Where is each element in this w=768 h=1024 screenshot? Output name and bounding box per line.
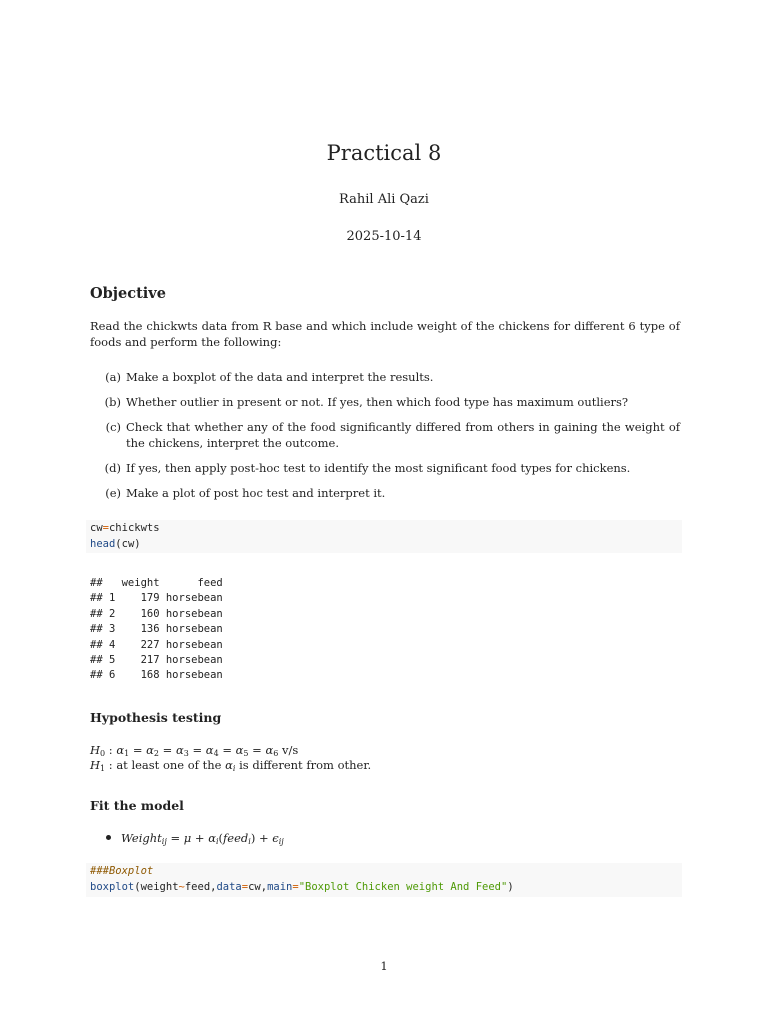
code-var: cw bbox=[90, 522, 103, 534]
code-value: chickwts bbox=[108, 522, 160, 534]
output-row: ## 6 168 horsebean bbox=[90, 669, 223, 682]
code-operator: = bbox=[292, 880, 299, 893]
list-item-text: Make a boxplot of the data and interpret the results. bbox=[126, 370, 434, 384]
code-operator: ~ bbox=[178, 880, 185, 893]
list-item bbox=[90, 460, 680, 476]
list-item-text: Check that whether any of the food significantly differed from others in gaining the weight of the chickens, interpret the outcome. bbox=[126, 420, 680, 450]
hypothesis-heading: Hypothesis testing bbox=[90, 710, 222, 725]
alternative-hypothesis: $H_1$ : at least one of the $\alpha_i$ is different from other. bbox=[90, 758, 372, 773]
objective-intro: Read the chickwts data from R base and which include weight of the chickens for different 6 type of foods and perform the following: bbox=[90, 319, 680, 349]
list-item-text: Make a plot of post hoc test and interpret it. bbox=[126, 486, 386, 500]
output-header: ## weight feed bbox=[90, 577, 223, 589]
code-args: cw, bbox=[248, 880, 268, 893]
code-args: (cw) bbox=[115, 537, 141, 550]
list-item bbox=[90, 394, 680, 410]
null-hypothesis: $H_0$ : $\alpha_1 = \alpha_2 = \alpha_3 = \alpha_4 = \alpha_5 = \alpha_6$ v/s bbox=[90, 743, 299, 758]
code-function: head bbox=[90, 537, 116, 550]
code-args: feed, bbox=[184, 880, 217, 893]
h0-vs: v/s bbox=[281, 743, 299, 757]
code-comment: ###Boxplot bbox=[90, 865, 154, 877]
code-block-head bbox=[86, 520, 682, 553]
objective-list bbox=[90, 369, 680, 510]
list-item bbox=[90, 369, 680, 385]
author: Rahil Ali Qazi bbox=[339, 192, 429, 207]
code-operator: = bbox=[241, 880, 249, 893]
fit-model-heading: Fit the model bbox=[90, 798, 184, 813]
output-row: ## 4 227 horsebean bbox=[90, 638, 223, 651]
code-operator: = bbox=[102, 522, 109, 534]
code-args: (weight bbox=[134, 880, 179, 893]
page-title: Practical 8 bbox=[326, 141, 442, 165]
list-item-label: (a) bbox=[105, 370, 121, 384]
output-row: ## 5 217 horsebean bbox=[90, 654, 223, 667]
page-number: 1 bbox=[380, 959, 388, 973]
code-output bbox=[90, 576, 223, 684]
code-block-boxplot bbox=[86, 863, 682, 897]
output-row: ## 3 136 horsebean bbox=[90, 623, 223, 636]
code-function: boxplot bbox=[90, 880, 135, 893]
list-item-label: (e) bbox=[105, 486, 121, 500]
list-item bbox=[90, 485, 680, 501]
h1-end: is different from other. bbox=[239, 758, 372, 772]
output-row: ## 2 160 horsebean bbox=[90, 607, 223, 620]
list-item-label: (c) bbox=[105, 420, 121, 434]
list-item-text: Whether outlier in present or not. If yes, then which food type has maximum outliers? bbox=[126, 395, 629, 409]
code-keyword: data bbox=[216, 880, 242, 893]
code-args: ) bbox=[507, 880, 514, 893]
code-string: "Boxplot Chicken weight And Feed" bbox=[298, 880, 508, 893]
list-item-text: If yes, then apply post-hoc test to identify the most significant food types for chickens. bbox=[126, 461, 631, 475]
h1-text: at least one of the bbox=[116, 758, 222, 772]
list-item-label: (d) bbox=[104, 461, 121, 475]
model-equation: Weight$_{ij}$ = $\mu + \alpha_i(feed_i) + \epsilon_{ij}$ bbox=[106, 830, 284, 846]
list-item-label: (b) bbox=[104, 395, 121, 409]
objective-heading: Objective bbox=[90, 285, 166, 302]
bullet-icon bbox=[106, 835, 111, 840]
output-row: ## 1 179 horsebean bbox=[90, 592, 223, 605]
code-keyword: main bbox=[267, 880, 293, 893]
list-item bbox=[90, 419, 680, 451]
date: 2025-10-14 bbox=[346, 229, 422, 244]
